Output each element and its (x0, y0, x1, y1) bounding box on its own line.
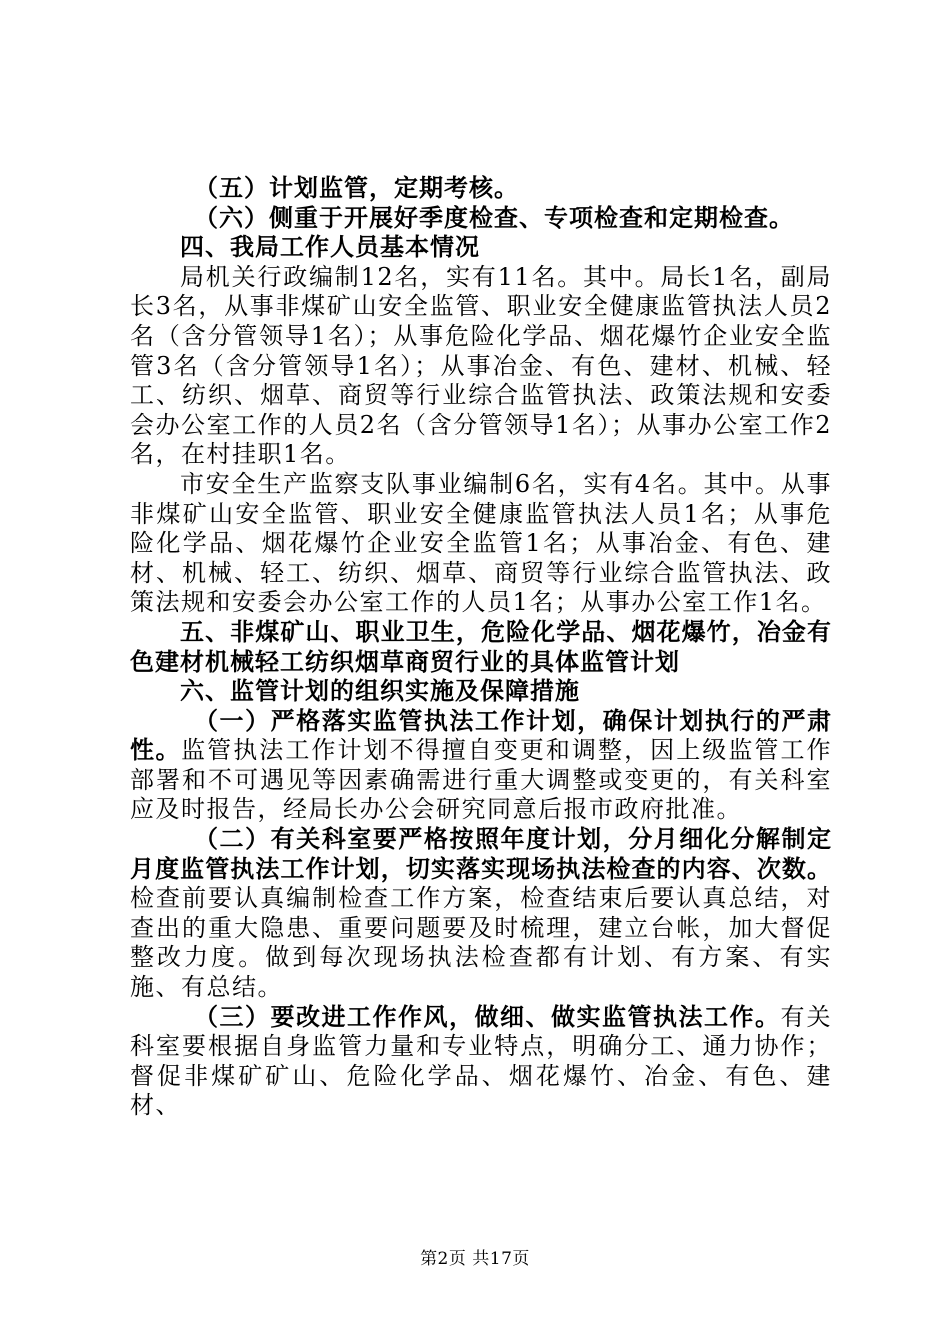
measure-two-paragraph (130, 825, 832, 1003)
bureau-staff-paragraph: 局机关行政编制12名，实有11名。其中。局长1名，副局长3名，从事非煤矿山安全监管、职业安全健康监管执法人员2名（含分管领导1名）；从事危险化学品、烟花爆竹企业安全监管3名（含分管领导1名）；从事冶金、有色、建材、机械、轻工、纺织、烟草、商贸等行业综合监管执法、政策法规和安委会办公室工作的人员2名（含分管领导1名）；从事办公室工作2名，在村挂职1名。 (130, 262, 832, 469)
document-body (130, 174, 832, 1121)
measure-one-title: （一）严格落实监管执法工作计划，确保计划执行的严肃性。 (130, 706, 832, 765)
section-five-heading: 五、非煤矿山、职业卫生，危险化学品、烟花爆竹，冶金有色建材机械轻工纺织烟草商贸行业的具体监管计划 (130, 617, 832, 676)
measure-three-paragraph (130, 1003, 832, 1121)
measure-one-body: 监管执法工作计划不得擅自变更和调整，因上级监管工作部署和不可遇见等因素确需进行重大调整或变更的，有关科室应及时报告，经局长办公会研究同意后报市政府批准。 (130, 736, 833, 824)
item-five-plan-supervision: （五）计划监管，定期考核。 (194, 174, 519, 202)
section-four-heading: 四、我局工作人员基本情况 (180, 233, 480, 262)
item-six-inspections: （六）侧重于开展好季度检查、专项检查和定期检查。 (194, 203, 794, 232)
detachment-staff-paragraph: 市安全生产监察支队事业编制6名，实有4名。其中。从事非煤矿山安全监管、职业安全健康监管执法人员1名；从事危险化学品、烟花爆竹企业安全监管1名；从事冶金、有色、建材、机械、轻工、纺织、烟草、商贸等行业综合监管执法、政策法规和安委会办公室工作的人员1名；从事办公室工作1名。 (130, 469, 832, 617)
measure-three-body: 有关科室要根据自身监管力量和专业特点，明确分工、通力协作；督促非煤矿矿山、危险化学品、烟花爆竹、冶金、有色、建材、 (130, 1002, 832, 1120)
measure-two-title: （二）有关科室要严格按照年度计划，分月细化分解制定月度监管执法工作计划，切实落实现场执法检查的内容、次数。 (130, 825, 832, 883)
measure-one-paragraph (130, 707, 832, 825)
section-six-heading: 六、监管计划的组织实施及保障措施 (180, 677, 580, 706)
measure-three-title: （三）要改进工作作风，做细、做实监管执法工作。 (194, 1002, 781, 1031)
measure-two-body: 检查前要认真编制检查工作方案，检查结束后要认真总结，对查出的重大隐患、重要问题要及时梳理，建立台帐，加大督促整改力度。做到每次现场执法检查都有计划、有方案、有实施、有总结。 (130, 884, 832, 1002)
page-number-footer: 第2页 共17页 (420, 1249, 530, 1269)
